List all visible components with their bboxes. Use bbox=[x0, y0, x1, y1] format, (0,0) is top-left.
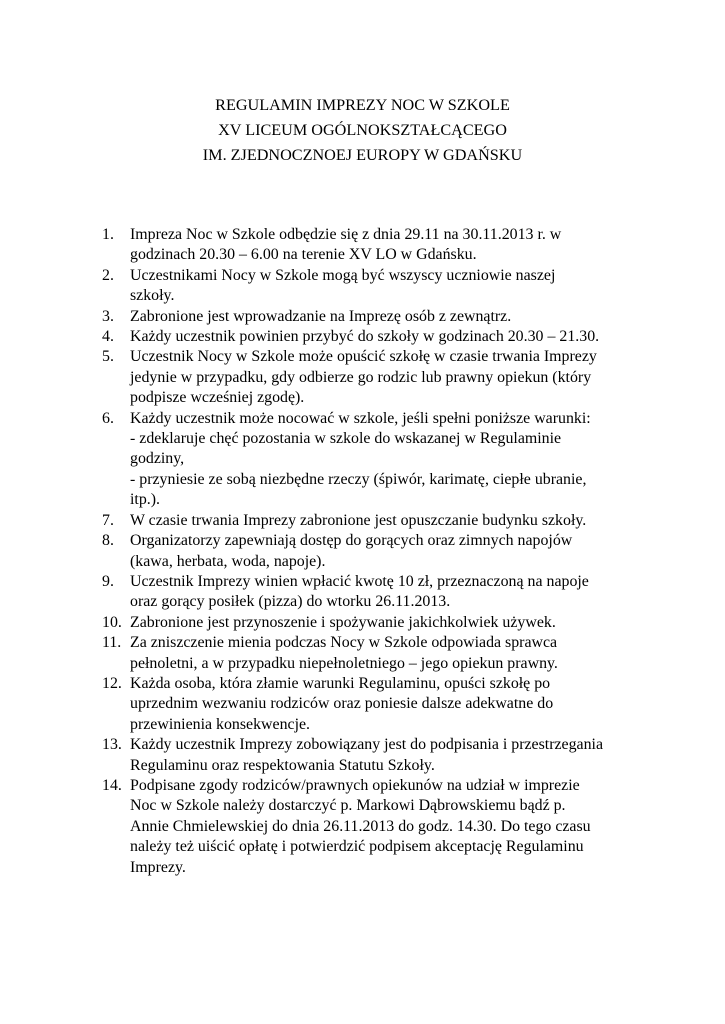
rule-text-line: Regulaminu oraz respektowania Statutu Szkoły. bbox=[130, 756, 435, 774]
rule-item bbox=[102, 633, 662, 674]
rule-text-line: Uczestnik Imprezy winien wpłacić kwotę 10 zł, przeznaczoną na napoje bbox=[130, 572, 589, 590]
rule-text-line: Każdy uczestnik może nocować w szkole, jeśli spełni poniższe warunki: bbox=[130, 409, 591, 427]
rule-text-line: - zdeklaruje chęć pozostania w szkole do wskazanej w Regulaminie bbox=[130, 430, 562, 448]
rule-item bbox=[102, 511, 662, 531]
rule-number: 10. bbox=[102, 613, 122, 631]
rule-text-line: Uczestnikami Nocy w Szkole mogą być wszyscy uczniowie naszej bbox=[130, 266, 556, 284]
rule-item bbox=[102, 735, 662, 776]
rule-number: 5. bbox=[102, 348, 114, 366]
rule-text-line: Każdy uczestnik Imprezy zobowiązany jest do podpisania i przestrzegania bbox=[130, 736, 604, 754]
rule-text-line: W czasie trwania Imprezy zabronione jest opuszczanie budynku szkoły. bbox=[130, 511, 587, 529]
title-line: XV LICEUM OGÓLNOKSZTAŁCĄCEGO bbox=[218, 121, 507, 139]
rule-number: 14. bbox=[102, 776, 122, 794]
rule-item bbox=[102, 776, 662, 878]
rule-text-line: godziny, bbox=[130, 450, 185, 468]
rule-text-line: Podpisane zgody rodziców/prawnych opiekunów na udział w imprezie bbox=[130, 776, 580, 794]
rule-text-line: itp.). bbox=[130, 491, 161, 509]
rule-text-line: uprzednim wezwaniu rodziców oraz poniesie dalsze adekwatne do bbox=[130, 695, 554, 713]
rule-item bbox=[102, 266, 662, 307]
rule-text-line: Zabronione jest przynoszenie i spożywanie jakichkolwiek używek. bbox=[130, 613, 556, 631]
rule-item bbox=[102, 347, 662, 408]
rule-text-line: Zabronione jest wprowadzanie na Imprezę osób z zewnątrz. bbox=[130, 307, 512, 325]
rule-number: 2. bbox=[102, 266, 114, 284]
rule-text-line: podpisze wcześniej zgodę). bbox=[130, 389, 305, 407]
document-title bbox=[0, 93, 725, 168]
rule-text-line: Imprezy. bbox=[130, 858, 186, 876]
rule-item bbox=[102, 531, 662, 572]
rule-text-line: Organizatorzy zapewniają dostęp do gorących oraz zimnych napojów bbox=[130, 532, 573, 550]
rule-item bbox=[102, 225, 662, 266]
rule-text-line: Noc w Szkole należy dostarczyć p. Markowi Dąbrowskiemu bądź p. bbox=[130, 797, 566, 815]
rule-item bbox=[102, 572, 662, 613]
rule-item bbox=[102, 674, 662, 735]
rule-item bbox=[102, 307, 662, 327]
rule-number: 7. bbox=[102, 511, 114, 529]
rule-number: 4. bbox=[102, 328, 114, 346]
rule-number: 3. bbox=[102, 307, 114, 325]
rule-text-line: Impreza Noc w Szkole odbędzie się z dnia 29.11 na 30.11.2013 r. w bbox=[130, 226, 562, 243]
rule-number: 11. bbox=[102, 634, 122, 652]
rule-number: 6. bbox=[102, 409, 114, 427]
rule-item bbox=[102, 409, 662, 511]
rule-item bbox=[102, 613, 662, 633]
rule-number: 1. bbox=[102, 226, 114, 243]
rule-text-line: - przyniesie ze sobą niezbędne rzeczy (śpiwór, karimatę, ciepłe ubranie, bbox=[130, 470, 587, 488]
rule-text-line: oraz gorący posiłek (pizza) do wtorku 26.11.2013. bbox=[130, 593, 451, 611]
rule-item bbox=[102, 327, 662, 347]
rule-text-line: Uczestnik Nocy w Szkole może opuścić szkołę w czasie trwania Imprezy bbox=[130, 348, 597, 366]
rule-text-line: Każdy uczestnik powinien przybyć do szkoły w godzinach 20.30 – 21.30. bbox=[130, 328, 600, 346]
rule-text-line: godzinach 20.30 – 6.00 na terenie XV LO w Gdańsku. bbox=[130, 246, 477, 264]
rule-text-line: (kawa, herbata, woda, napoje). bbox=[130, 552, 326, 570]
rule-text-line: należy też uiścić opłatę i potwierdzić podpisem akceptację Regulaminu bbox=[130, 838, 584, 856]
rule-text-line: pełnoletni, a w przypadku niepełnoletniego – jego opiekun prawny. bbox=[130, 654, 558, 672]
rule-number: 9. bbox=[102, 572, 114, 590]
rule-text-line: jedynie w przypadku, gdy odbierze go rodzic lub prawny opiekun (który bbox=[130, 368, 592, 386]
rule-number: 8. bbox=[102, 532, 114, 550]
rule-number: 13. bbox=[102, 736, 122, 754]
rule-text-line: Annie Chmielewskiej do dnia 26.11.2013 do godz. 14.30. Do tego czasu bbox=[130, 817, 591, 835]
rules-list bbox=[102, 225, 662, 878]
rule-number: 12. bbox=[102, 674, 122, 692]
title-line: REGULAMIN IMPREZY NOC W SZKOLE bbox=[215, 96, 510, 114]
rule-text-line: Za zniszczenie mienia podczas Nocy w Szkole odpowiada sprawca bbox=[130, 634, 558, 652]
rule-text-line: szkoły. bbox=[130, 287, 175, 305]
rule-text-line: Każda osoba, która złamie warunki Regulaminu, opuści szkołę po bbox=[130, 674, 551, 692]
rule-text-line: przewinienia konsekwencje. bbox=[130, 715, 311, 733]
title-line: IM. ZJEDNOCZNOEJ EUROPY W GDAŃSKU bbox=[202, 146, 523, 164]
